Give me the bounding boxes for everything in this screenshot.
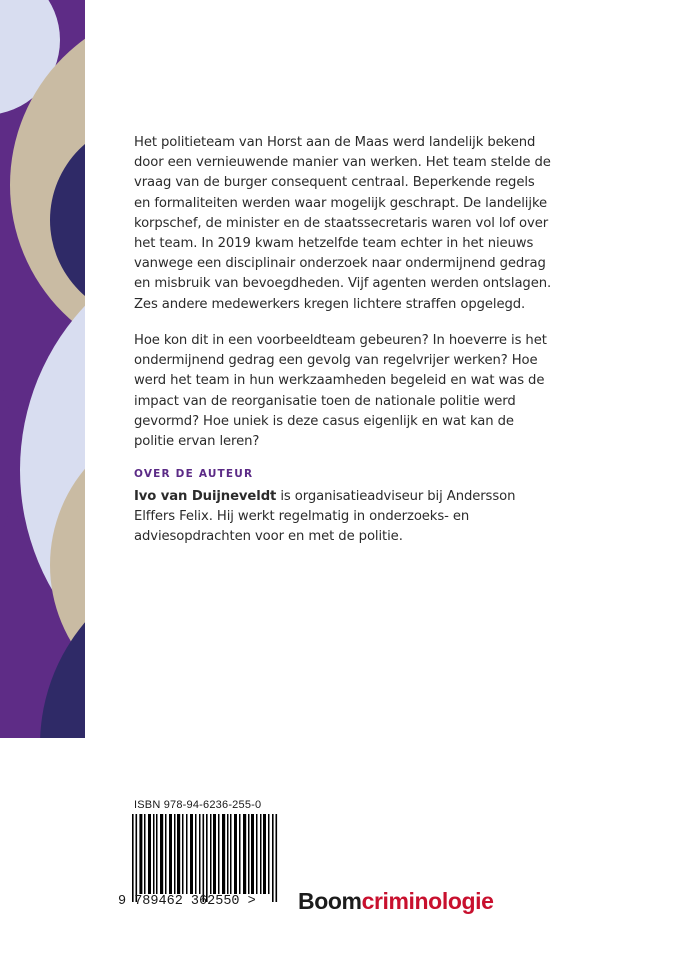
description-paragraph-1: Het politieteam van Horst aan de Maas werd landelijk bekend door een vernieuwende manier van werken. Het team stelde de vraag van de burger consequent centraal. Beperkende regels en formaliteiten werden waar mogelijk geschrapt. De landelijke korpschef, de minister en de staatssecretaris waren vol lof over het team. In 2019 kwam hetzelfde team echter in het nieuws vanwege een disciplinair onderzoek naar ondermijnend gedrag en misbruik van bevoegdheden. Vijf agenten werden ontslagen. Zes andere medewerkers kregen lichtere straffen opgelegd. <box>134 135 552 312</box>
author-bio-text: is organisatieadviseur bij Andersson Elffers Felix. Hij werkt regelmatig in onderzoeks- en adviesopdrachten voor en met de politie. <box>134 489 516 545</box>
isbn-barcode <box>131 814 281 902</box>
publisher-imprint: criminologie <box>361 888 494 914</box>
decorative-circle-strip <box>0 0 85 738</box>
author-section-heading: OVER DE AUTEUR <box>134 468 254 480</box>
publisher-logo <box>298 888 494 915</box>
description-paragraph-2: Hoe kon dit in een voorbeeldteam gebeuren? In hoeverre is het ondermijnend gedrag een gevolg van regelvrijer werken? Hoe werd het team in hun werkzaamheden begeleid en wat was de impact van de reorganisatie toen de nationale politie werd gevormd? Hoe uniek is deze casus eigenlijk en wat kan de politie ervan leren? <box>134 333 547 450</box>
publisher-name-boom: Boom <box>298 888 362 914</box>
barcode-digits: 9 789462 362550 > <box>118 894 256 909</box>
author-name: Ivo van Duijneveldt <box>134 489 277 504</box>
isbn-label: ISBN 978-94-6236-255-0 <box>134 799 262 811</box>
author-bio <box>134 487 554 548</box>
